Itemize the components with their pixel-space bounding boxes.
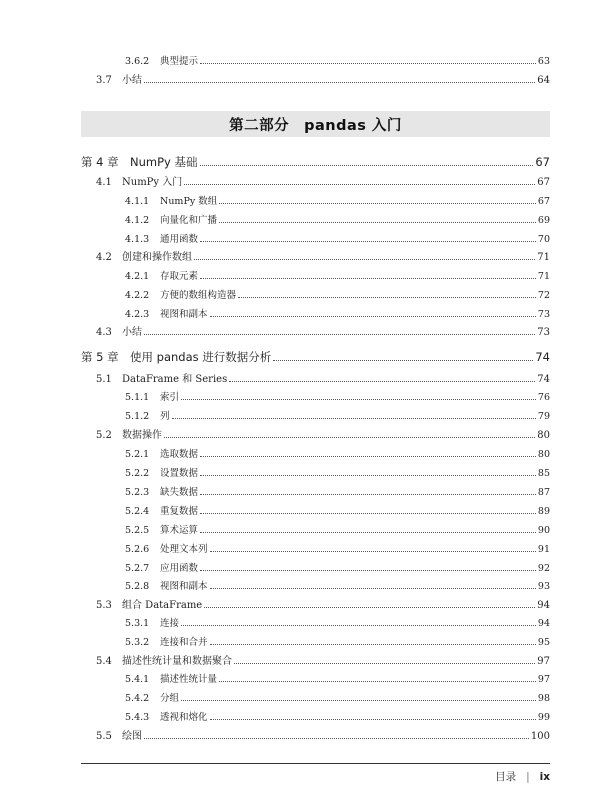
page-footer [495, 769, 550, 784]
section-title: DataFrame 和 Series [122, 374, 228, 385]
subsection-title: 视图和副本 [160, 309, 208, 320]
subsection-number: 5.3.1 [125, 618, 150, 629]
dot-leader [200, 241, 536, 242]
footer-page-number: ix [539, 770, 550, 783]
section-number: 4.1 [96, 177, 112, 188]
section-entry[interactable] [96, 655, 550, 669]
dot-leader [219, 681, 536, 682]
toc-entry[interactable] [96, 74, 550, 88]
subsection-entry[interactable] [125, 467, 550, 481]
subsection-entry[interactable] [125, 543, 550, 557]
subsection-entry[interactable] [125, 692, 550, 706]
subsection-entry[interactable] [125, 410, 550, 424]
subsection-entry[interactable] [125, 617, 550, 631]
entry-page: 97 [537, 674, 550, 685]
entry-number: 3.6.2 [125, 56, 150, 67]
dot-leader [144, 738, 529, 739]
entry-page: 99 [537, 712, 550, 723]
subsection-number: 5.2.2 [125, 468, 150, 479]
dot-leader [200, 532, 536, 533]
entry-page: 69 [537, 215, 550, 226]
section-title: 描述性统计量和数据聚合 [122, 656, 232, 667]
entry-page: 87 [537, 487, 550, 498]
section-number: 5.2 [96, 430, 112, 441]
subsection-title: 处理文本列 [160, 544, 208, 555]
dot-leader [200, 494, 536, 495]
subsection-number: 4.1.2 [125, 215, 150, 226]
subsection-entry[interactable] [125, 562, 550, 576]
dot-leader [194, 259, 535, 260]
entry-title: 小结 [122, 75, 142, 86]
entry-page: 74 [537, 374, 550, 385]
section-title: 小结 [122, 327, 142, 338]
section-entry[interactable] [96, 599, 550, 613]
entry-page: 98 [537, 693, 550, 704]
footer-rule [81, 763, 550, 764]
entry-page: 73 [537, 309, 550, 320]
entry-number: 3.7 [96, 75, 112, 86]
subsection-title: 连接 [160, 618, 180, 629]
dot-leader [210, 644, 536, 645]
chapter-title: NumPy 基础 [130, 155, 198, 169]
section-number: 5.1 [96, 374, 112, 385]
subsection-title: 算术运算 [160, 525, 199, 536]
subsection-number: 5.2.1 [125, 449, 150, 460]
entry-page: 94 [537, 600, 550, 611]
subsection-number: 4.2.2 [125, 290, 150, 301]
subsection-entry[interactable] [125, 391, 550, 405]
subsection-entry[interactable] [125, 524, 550, 538]
subsection-number: 5.2.4 [125, 506, 150, 517]
dot-leader [273, 360, 533, 361]
dot-leader [181, 399, 536, 400]
subsection-number: 5.1.2 [125, 411, 150, 422]
entry-title: 典型提示 [160, 56, 199, 67]
subsection-number: 5.2.6 [125, 544, 150, 555]
entry-page: 93 [537, 581, 550, 592]
dot-leader [200, 165, 534, 166]
part-heading [81, 111, 550, 137]
entry-page: 76 [537, 392, 550, 403]
chapter-entry[interactable] [81, 155, 550, 169]
section-number: 4.2 [96, 252, 112, 263]
entry-page: 80 [537, 430, 550, 441]
subsection-entry[interactable] [125, 214, 550, 228]
section-number: 5.5 [96, 731, 112, 742]
section-entry[interactable] [96, 429, 550, 443]
dot-leader [234, 663, 535, 664]
dot-leader [200, 456, 536, 457]
subsection-number: 4.1.1 [125, 196, 150, 207]
chapter-entry[interactable] [81, 350, 550, 364]
subsection-title: 存取元素 [160, 271, 199, 282]
dot-leader [219, 222, 536, 223]
entry-page: 63 [537, 56, 550, 67]
chapter-number: 第 4 章 [81, 155, 119, 169]
subsection-number: 5.4.3 [125, 712, 150, 723]
subsection-title: 设置数据 [160, 468, 199, 479]
subsection-title: 列 [160, 411, 170, 422]
subsection-number: 5.2.7 [125, 563, 150, 574]
subsection-title: 透视和熔化 [160, 712, 208, 723]
section-title: NumPy 入门 [122, 177, 183, 188]
subsection-title: 视图和副本 [160, 581, 208, 592]
entry-page: 74 [535, 350, 550, 364]
section-entry[interactable] [96, 730, 550, 744]
section-title: 数据操作 [122, 430, 162, 441]
section-title: 组合 DataFrame [122, 600, 203, 611]
subsection-number: 4.1.3 [125, 234, 150, 245]
subsection-title: 应用函数 [160, 563, 199, 574]
subsection-number: 5.2.3 [125, 487, 150, 498]
subsection-title: 描述性统计量 [160, 674, 218, 685]
subsection-number: 5.3.2 [125, 637, 150, 648]
subsection-entry[interactable] [125, 580, 550, 594]
subsection-entry[interactable] [125, 505, 550, 519]
toc-entry[interactable] [125, 55, 550, 69]
dot-leader [172, 418, 536, 419]
subsection-entry[interactable] [125, 673, 550, 687]
dot-leader [200, 63, 536, 64]
subsection-number: 5.4.1 [125, 674, 150, 685]
subsection-title: 选取数据 [160, 449, 199, 460]
subsection-title: 连接和合并 [160, 637, 208, 648]
subsection-number: 5.4.2 [125, 693, 150, 704]
subsection-entry[interactable] [125, 289, 550, 303]
entry-page: 80 [537, 449, 550, 460]
dot-leader [181, 700, 536, 701]
subsection-entry[interactable] [125, 270, 550, 284]
dot-leader [210, 719, 536, 720]
entry-page: 72 [537, 290, 550, 301]
entry-page: 67 [537, 177, 550, 188]
entry-page: 90 [537, 525, 550, 536]
section-title: 创建和操作数组 [122, 252, 192, 263]
section-number: 4.3 [96, 327, 112, 338]
subsection-entry[interactable] [125, 486, 550, 500]
dot-leader [144, 334, 535, 335]
entry-page: 70 [537, 234, 550, 245]
entry-page: 89 [537, 506, 550, 517]
entry-page: 100 [530, 731, 550, 742]
subsection-entry[interactable] [125, 448, 550, 462]
dot-leader [200, 278, 536, 279]
entry-page: 91 [537, 544, 550, 555]
subsection-title: 向量化和广播 [160, 215, 218, 226]
entry-page: 95 [537, 637, 550, 648]
subsection-title: 分组 [160, 693, 180, 704]
subsection-title: 方便的数组构造器 [160, 290, 237, 301]
dot-leader [210, 551, 536, 552]
dot-leader [200, 513, 536, 514]
entry-page: 71 [537, 271, 550, 282]
dot-leader [219, 203, 536, 204]
dot-leader [204, 607, 535, 608]
entry-page: 97 [537, 656, 550, 667]
chapter-title: 使用 pandas 进行数据分析 [130, 350, 272, 364]
subsection-number: 5.1.1 [125, 392, 150, 403]
dot-leader [144, 82, 535, 83]
subsection-number: 4.2.3 [125, 309, 150, 320]
subsection-number: 5.2.8 [125, 581, 150, 592]
entry-page: 73 [537, 327, 550, 338]
entry-page: 71 [537, 252, 550, 263]
subsection-title: 重复数据 [160, 506, 199, 517]
entry-page: 94 [537, 618, 550, 629]
subsection-number: 5.2.5 [125, 525, 150, 536]
footer-separator: | [526, 770, 530, 783]
dot-leader [200, 570, 536, 571]
chapter-number: 第 5 章 [81, 350, 119, 364]
section-entry[interactable] [96, 326, 550, 340]
entry-page: 79 [537, 411, 550, 422]
dot-leader [229, 381, 535, 382]
entry-page: 92 [537, 563, 550, 574]
dot-leader [181, 625, 536, 626]
dot-leader [210, 588, 536, 589]
entry-page: 67 [535, 155, 550, 169]
footer-label: 目录 [495, 771, 517, 783]
subsection-entry[interactable] [125, 195, 550, 209]
dot-leader [164, 437, 535, 438]
dot-leader [200, 475, 536, 476]
subsection-entry[interactable] [125, 233, 550, 247]
subsection-title: 索引 [160, 392, 180, 403]
subsection-title: 缺失数据 [160, 487, 199, 498]
part-title: 第二部分 pandas 入门 [229, 117, 402, 134]
section-entry[interactable] [96, 251, 550, 265]
dot-leader [184, 184, 535, 185]
dot-leader [210, 316, 536, 317]
subsection-entry[interactable] [125, 636, 550, 650]
section-entry[interactable] [96, 373, 550, 387]
subsection-entry[interactable] [125, 711, 550, 725]
subsection-number: 4.2.1 [125, 271, 150, 282]
entry-page: 85 [537, 468, 550, 479]
section-number: 5.3 [96, 600, 112, 611]
subsection-entry[interactable] [125, 308, 550, 322]
subsection-title: NumPy 数组 [160, 196, 218, 207]
section-number: 5.4 [96, 656, 112, 667]
section-title: 绘图 [122, 731, 142, 742]
subsection-title: 通用函数 [160, 234, 199, 245]
entry-page: 64 [537, 75, 550, 86]
dot-leader [238, 297, 536, 298]
section-entry[interactable] [96, 176, 550, 190]
entry-page: 67 [537, 196, 550, 207]
